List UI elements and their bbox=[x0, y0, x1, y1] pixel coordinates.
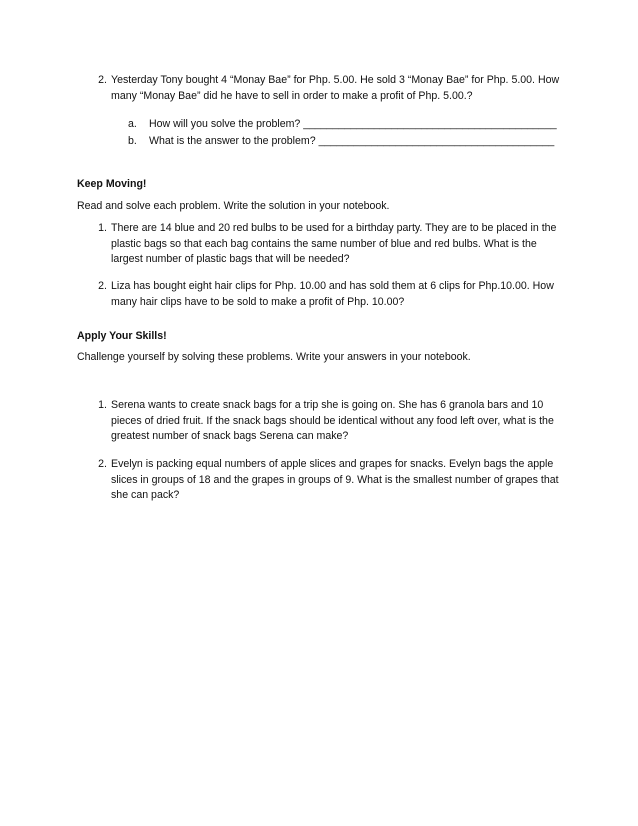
keep-moving-item-2-text: Liza has bought eight hair clips for Php. 10.00 and has sold them at 6 clips for Php.10.00. How many hair clips have to be sold to make a profit of Php. 10.00? bbox=[111, 280, 554, 308]
apply-skills-heading: Apply Your Skills! bbox=[77, 330, 167, 342]
apply-skills-item-2-number: 2. bbox=[98, 458, 107, 470]
keep-moving-item-1-text: There are 14 blue and 20 red bulbs to be used for a birthday party. They are to be placed in the plastic bags so that each bag contains the same number of blue and red bulbs. What is the largest number of plastic bags that will be needed? bbox=[111, 222, 557, 265]
keep-moving-instruction: Read and solve each problem. Write the solution in your notebook. bbox=[77, 200, 390, 212]
apply-skills-instruction: Challenge yourself by solving these problems. Write your answers in your notebook. bbox=[77, 351, 471, 363]
keep-moving-item-1-number: 1. bbox=[98, 222, 107, 234]
sub-a-letter: a. bbox=[128, 118, 137, 130]
sub-b-letter: b. bbox=[128, 135, 137, 147]
sub-b-text: What is the answer to the problem? ________________________________________ bbox=[149, 135, 555, 147]
problem-2-number: 2. bbox=[98, 74, 107, 86]
apply-skills-item-2-text: Evelyn is packing equal numbers of apple slices and grapes for snacks. Evelyn bags the apple slices in groups of 18 and the grapes in groups of 9. What is the smallest number of grapes that she can pack? bbox=[111, 458, 559, 501]
apply-skills-item-1-number: 1. bbox=[98, 399, 107, 411]
sub-a-text: How will you solve the problem? ___________________________________________ bbox=[149, 118, 557, 130]
keep-moving-item-2-number: 2. bbox=[98, 280, 107, 292]
apply-skills-item-1-text: Serena wants to create snack bags for a trip she is going on. She has 6 granola bars and 10 pieces of dried fruit. If the snack bags should be identical without any food left over, what is the greatest number of snack bags Serena can make? bbox=[111, 399, 554, 442]
problem-2-text: Yesterday Tony bought 4 “Monay Bae” for Php. 5.00. He sold 3 “Monay Bae” for Php. 5.00. How many “Monay Bae” did he have to sell in order to make a profit of Php. 5.00.? bbox=[111, 74, 560, 102]
keep-moving-heading: Keep Moving! bbox=[77, 178, 147, 190]
